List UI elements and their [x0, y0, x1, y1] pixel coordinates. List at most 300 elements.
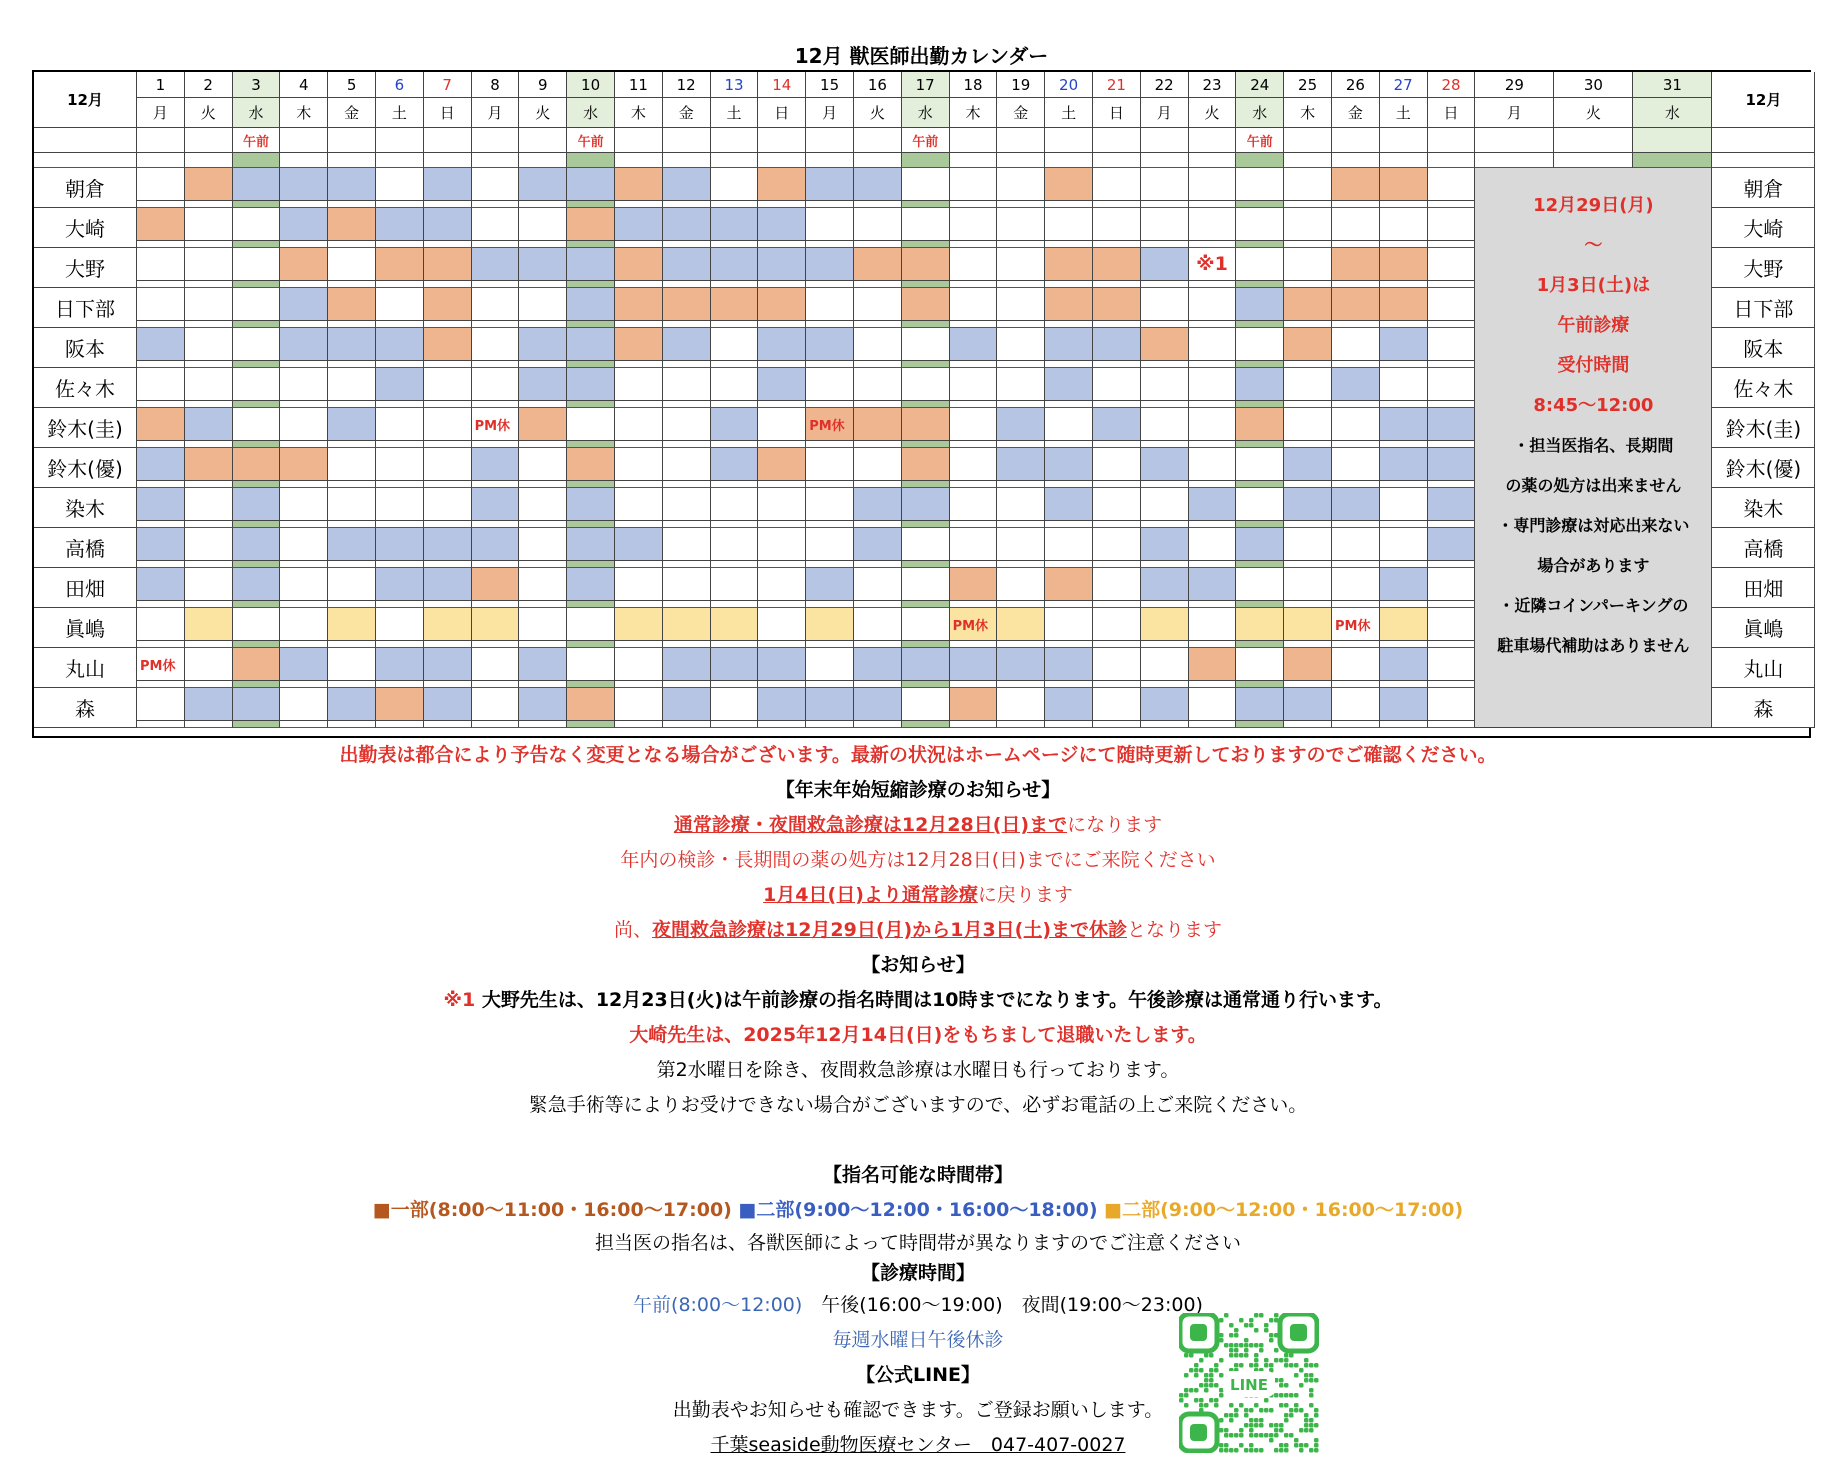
- shift-cell[interactable]: [1236, 248, 1284, 281]
- shift-cell[interactable]: [328, 688, 376, 721]
- shift-cell[interactable]: [1332, 648, 1380, 681]
- shift-cell[interactable]: [472, 448, 520, 481]
- shift-cell[interactable]: [1093, 648, 1141, 681]
- shift-cell[interactable]: [1236, 608, 1284, 641]
- shift-cell[interactable]: [1189, 488, 1237, 521]
- shift-cell[interactable]: [615, 568, 663, 601]
- shift-cell[interactable]: [233, 608, 281, 641]
- shift-cell[interactable]: [615, 248, 663, 281]
- shift-cell[interactable]: [472, 288, 520, 321]
- shift-cell[interactable]: [1236, 528, 1284, 561]
- shift-cell[interactable]: [519, 448, 567, 481]
- shift-cell[interactable]: [1380, 688, 1428, 721]
- shift-cell[interactable]: [1236, 288, 1284, 321]
- shift-cell[interactable]: [854, 648, 902, 681]
- shift-cell[interactable]: [758, 248, 806, 281]
- shift-cell[interactable]: [1189, 568, 1237, 601]
- shift-cell[interactable]: [1284, 328, 1332, 361]
- shift-cell[interactable]: [376, 168, 424, 201]
- shift-cell[interactable]: [376, 608, 424, 641]
- shift-cell[interactable]: [1189, 168, 1237, 201]
- shift-cell[interactable]: [1428, 488, 1476, 521]
- shift-cell[interactable]: [1332, 168, 1380, 201]
- shift-cell[interactable]: [950, 608, 998, 641]
- shift-cell[interactable]: [424, 208, 472, 241]
- shift-cell[interactable]: [758, 488, 806, 521]
- shift-cell[interactable]: [711, 408, 759, 441]
- shift-cell[interactable]: [950, 368, 998, 401]
- shift-cell[interactable]: [1332, 688, 1380, 721]
- shift-cell[interactable]: [1332, 368, 1380, 401]
- footer-contact[interactable]: 千葉seaside動物医療センター 047-407-0027: [710, 1434, 1126, 1456]
- shift-cell[interactable]: [711, 528, 759, 561]
- shift-cell[interactable]: [1045, 688, 1093, 721]
- shift-cell[interactable]: [615, 688, 663, 721]
- shift-cell[interactable]: [1141, 248, 1189, 281]
- shift-cell[interactable]: [1380, 368, 1428, 401]
- shift-cell[interactable]: [711, 248, 759, 281]
- shift-cell[interactable]: [567, 448, 615, 481]
- shift-cell[interactable]: [137, 688, 185, 721]
- shift-cell[interactable]: [280, 568, 328, 601]
- shift-cell[interactable]: [711, 368, 759, 401]
- shift-cell[interactable]: [950, 408, 998, 441]
- shift-cell[interactable]: [472, 528, 520, 561]
- shift-cell[interactable]: [1093, 688, 1141, 721]
- shift-cell[interactable]: [567, 528, 615, 561]
- shift-cell[interactable]: [1045, 368, 1093, 401]
- shift-cell[interactable]: [472, 608, 520, 641]
- shift-cell[interactable]: [137, 608, 185, 641]
- shift-cell[interactable]: [950, 528, 998, 561]
- shift-cell[interactable]: [1189, 208, 1237, 241]
- shift-cell[interactable]: [1428, 528, 1476, 561]
- shift-cell[interactable]: [1284, 608, 1332, 641]
- shift-cell[interactable]: [663, 248, 711, 281]
- shift-cell[interactable]: [1380, 608, 1428, 641]
- shift-cell[interactable]: [1141, 168, 1189, 201]
- shift-cell[interactable]: [185, 688, 233, 721]
- shift-cell[interactable]: [1189, 448, 1237, 481]
- shift-cell[interactable]: [233, 328, 281, 361]
- shift-cell[interactable]: [185, 248, 233, 281]
- shift-cell[interactable]: [1093, 368, 1141, 401]
- shift-cell[interactable]: [615, 208, 663, 241]
- shift-cell[interactable]: [902, 368, 950, 401]
- shift-cell[interactable]: [328, 168, 376, 201]
- shift-cell[interactable]: [137, 648, 185, 681]
- shift-cell[interactable]: [472, 568, 520, 601]
- shift-cell[interactable]: [1236, 688, 1284, 721]
- shift-cell[interactable]: [1045, 528, 1093, 561]
- shift-cell[interactable]: [1236, 488, 1284, 521]
- shift-cell[interactable]: [519, 368, 567, 401]
- shift-cell[interactable]: [1284, 368, 1332, 401]
- shift-cell[interactable]: [806, 328, 854, 361]
- shift-cell[interactable]: [567, 288, 615, 321]
- shift-cell[interactable]: [567, 248, 615, 281]
- shift-cell[interactable]: [854, 208, 902, 241]
- shift-cell[interactable]: [424, 408, 472, 441]
- shift-cell[interactable]: [185, 368, 233, 401]
- shift-cell[interactable]: [280, 408, 328, 441]
- shift-cell[interactable]: [997, 208, 1045, 241]
- shift-cell[interactable]: [424, 368, 472, 401]
- shift-cell[interactable]: [519, 528, 567, 561]
- shift-cell[interactable]: [902, 328, 950, 361]
- shift-cell[interactable]: [902, 448, 950, 481]
- shift-cell[interactable]: [806, 528, 854, 561]
- shift-cell[interactable]: [1236, 368, 1284, 401]
- shift-cell[interactable]: [472, 648, 520, 681]
- shift-cell[interactable]: [328, 328, 376, 361]
- shift-cell[interactable]: [376, 648, 424, 681]
- shift-cell[interactable]: [137, 248, 185, 281]
- shift-cell[interactable]: [663, 648, 711, 681]
- shift-cell[interactable]: [424, 448, 472, 481]
- shift-cell[interactable]: [854, 448, 902, 481]
- shift-cell[interactable]: [711, 288, 759, 321]
- shift-cell[interactable]: [519, 648, 567, 681]
- shift-cell[interactable]: [1380, 408, 1428, 441]
- shift-cell[interactable]: [567, 608, 615, 641]
- shift-cell[interactable]: [1189, 328, 1237, 361]
- shift-cell[interactable]: [854, 248, 902, 281]
- shift-cell[interactable]: [1141, 568, 1189, 601]
- shift-cell[interactable]: [328, 448, 376, 481]
- shift-cell[interactable]: [567, 648, 615, 681]
- shift-cell[interactable]: [280, 248, 328, 281]
- shift-cell[interactable]: [328, 288, 376, 321]
- shift-cell[interactable]: [1380, 248, 1428, 281]
- shift-cell[interactable]: [615, 408, 663, 441]
- shift-cell[interactable]: [758, 208, 806, 241]
- shift-cell[interactable]: [567, 168, 615, 201]
- shift-cell[interactable]: [902, 528, 950, 561]
- shift-cell[interactable]: [902, 208, 950, 241]
- shift-cell[interactable]: [472, 488, 520, 521]
- shift-cell[interactable]: [950, 328, 998, 361]
- shift-cell[interactable]: [950, 208, 998, 241]
- shift-cell[interactable]: [1093, 488, 1141, 521]
- shift-cell[interactable]: [663, 408, 711, 441]
- shift-cell[interactable]: [950, 568, 998, 601]
- shift-cell[interactable]: [376, 448, 424, 481]
- shift-cell[interactable]: [1332, 328, 1380, 361]
- shift-cell[interactable]: [854, 168, 902, 201]
- shift-cell[interactable]: [1284, 488, 1332, 521]
- shift-cell[interactable]: [280, 528, 328, 561]
- shift-cell[interactable]: [806, 168, 854, 201]
- shift-cell[interactable]: [1141, 448, 1189, 481]
- shift-cell[interactable]: [233, 528, 281, 561]
- shift-cell[interactable]: [424, 608, 472, 641]
- shift-cell[interactable]: [758, 648, 806, 681]
- shift-cell[interactable]: [1093, 248, 1141, 281]
- shift-cell[interactable]: [328, 248, 376, 281]
- shift-cell[interactable]: [472, 168, 520, 201]
- shift-cell[interactable]: [185, 648, 233, 681]
- shift-cell[interactable]: [663, 208, 711, 241]
- shift-cell[interactable]: [424, 688, 472, 721]
- shift-cell[interactable]: [472, 248, 520, 281]
- shift-cell[interactable]: [758, 408, 806, 441]
- shift-cell[interactable]: [1332, 408, 1380, 441]
- shift-cell[interactable]: [1428, 608, 1476, 641]
- shift-cell[interactable]: [280, 648, 328, 681]
- shift-cell[interactable]: [663, 368, 711, 401]
- shift-cell[interactable]: [1284, 568, 1332, 601]
- shift-cell[interactable]: [376, 288, 424, 321]
- shift-cell[interactable]: [1141, 208, 1189, 241]
- shift-cell[interactable]: [997, 488, 1045, 521]
- shift-cell[interactable]: [1045, 328, 1093, 361]
- shift-cell[interactable]: [997, 328, 1045, 361]
- shift-cell[interactable]: [567, 488, 615, 521]
- shift-cell[interactable]: [615, 328, 663, 361]
- shift-cell[interactable]: [1093, 408, 1141, 441]
- shift-cell[interactable]: [1428, 688, 1476, 721]
- shift-cell[interactable]: [376, 408, 424, 441]
- shift-cell[interactable]: [758, 288, 806, 321]
- shift-cell[interactable]: [1141, 648, 1189, 681]
- shift-cell[interactable]: [663, 288, 711, 321]
- shift-cell[interactable]: [854, 528, 902, 561]
- shift-cell[interactable]: [806, 208, 854, 241]
- shift-cell[interactable]: [997, 648, 1045, 681]
- shift-cell[interactable]: [519, 208, 567, 241]
- shift-cell[interactable]: [1284, 648, 1332, 681]
- shift-cell[interactable]: [567, 208, 615, 241]
- shift-cell[interactable]: [854, 368, 902, 401]
- shift-cell[interactable]: [1236, 168, 1284, 201]
- shift-cell[interactable]: [519, 408, 567, 441]
- shift-cell[interactable]: [233, 408, 281, 441]
- shift-cell[interactable]: [1380, 528, 1428, 561]
- shift-cell[interactable]: [233, 208, 281, 241]
- shift-cell[interactable]: [1332, 488, 1380, 521]
- shift-cell[interactable]: [902, 168, 950, 201]
- shift-cell[interactable]: [1093, 168, 1141, 201]
- shift-cell[interactable]: [663, 568, 711, 601]
- shift-cell[interactable]: [950, 688, 998, 721]
- shift-cell[interactable]: [185, 568, 233, 601]
- shift-cell[interactable]: [615, 168, 663, 201]
- shift-cell[interactable]: [567, 688, 615, 721]
- shift-cell[interactable]: [1380, 328, 1428, 361]
- shift-cell[interactable]: [1093, 448, 1141, 481]
- shift-cell[interactable]: [1428, 208, 1476, 241]
- shift-cell[interactable]: [567, 368, 615, 401]
- shift-cell[interactable]: [137, 488, 185, 521]
- shift-cell[interactable]: [1380, 448, 1428, 481]
- shift-cell[interactable]: [663, 488, 711, 521]
- shift-cell[interactable]: [424, 288, 472, 321]
- shift-cell[interactable]: [1380, 288, 1428, 321]
- shift-cell[interactable]: [663, 608, 711, 641]
- shift-cell[interactable]: [1284, 408, 1332, 441]
- shift-cell[interactable]: [1045, 608, 1093, 641]
- shift-cell[interactable]: [185, 408, 233, 441]
- shift-cell[interactable]: [997, 608, 1045, 641]
- shift-cell[interactable]: [328, 648, 376, 681]
- shift-cell[interactable]: [711, 488, 759, 521]
- shift-cell[interactable]: [280, 448, 328, 481]
- shift-cell[interactable]: [806, 688, 854, 721]
- shift-cell[interactable]: [1141, 608, 1189, 641]
- shift-cell[interactable]: [376, 328, 424, 361]
- shift-cell[interactable]: [950, 488, 998, 521]
- shift-cell[interactable]: [663, 688, 711, 721]
- shift-cell[interactable]: [1189, 248, 1237, 281]
- shift-cell[interactable]: [1093, 208, 1141, 241]
- shift-cell[interactable]: [1332, 448, 1380, 481]
- shift-cell[interactable]: [472, 368, 520, 401]
- shift-cell[interactable]: [1045, 288, 1093, 321]
- shift-cell[interactable]: [663, 448, 711, 481]
- shift-cell[interactable]: [1428, 568, 1476, 601]
- shift-cell[interactable]: [519, 248, 567, 281]
- shift-cell[interactable]: [185, 488, 233, 521]
- shift-cell[interactable]: [519, 168, 567, 201]
- shift-cell[interactable]: [1236, 648, 1284, 681]
- shift-cell[interactable]: [185, 208, 233, 241]
- shift-cell[interactable]: [137, 368, 185, 401]
- shift-cell[interactable]: [233, 488, 281, 521]
- shift-cell[interactable]: [1141, 688, 1189, 721]
- shift-cell[interactable]: [950, 168, 998, 201]
- shift-cell[interactable]: [185, 448, 233, 481]
- shift-cell[interactable]: [1428, 408, 1476, 441]
- shift-cell[interactable]: [997, 568, 1045, 601]
- shift-cell[interactable]: [758, 568, 806, 601]
- shift-cell[interactable]: [615, 648, 663, 681]
- shift-cell[interactable]: [1236, 408, 1284, 441]
- shift-cell[interactable]: [233, 368, 281, 401]
- shift-cell[interactable]: [758, 528, 806, 561]
- shift-cell[interactable]: [328, 528, 376, 561]
- line-qr-code[interactable]: [1179, 1313, 1319, 1453]
- shift-cell[interactable]: [902, 568, 950, 601]
- shift-cell[interactable]: [1045, 648, 1093, 681]
- shift-cell[interactable]: [711, 168, 759, 201]
- shift-cell[interactable]: [519, 288, 567, 321]
- shift-cell[interactable]: [663, 528, 711, 561]
- shift-cell[interactable]: [328, 368, 376, 401]
- shift-cell[interactable]: [472, 688, 520, 721]
- shift-cell[interactable]: [376, 688, 424, 721]
- shift-cell[interactable]: [233, 248, 281, 281]
- shift-cell[interactable]: [137, 408, 185, 441]
- shift-cell[interactable]: [185, 328, 233, 361]
- shift-cell[interactable]: [997, 368, 1045, 401]
- shift-cell[interactable]: [328, 608, 376, 641]
- shift-cell[interactable]: [997, 288, 1045, 321]
- shift-cell[interactable]: [806, 648, 854, 681]
- shift-cell[interactable]: [185, 288, 233, 321]
- shift-cell[interactable]: [902, 408, 950, 441]
- shift-cell[interactable]: [615, 448, 663, 481]
- shift-cell[interactable]: [1189, 608, 1237, 641]
- shift-cell[interactable]: [1189, 368, 1237, 401]
- shift-cell[interactable]: [806, 608, 854, 641]
- shift-cell[interactable]: [1093, 528, 1141, 561]
- shift-cell[interactable]: [711, 608, 759, 641]
- shift-cell[interactable]: [233, 448, 281, 481]
- shift-cell[interactable]: [376, 368, 424, 401]
- shift-cell[interactable]: [1284, 288, 1332, 321]
- shift-cell[interactable]: [472, 408, 520, 441]
- shift-cell[interactable]: [902, 248, 950, 281]
- shift-cell[interactable]: [711, 648, 759, 681]
- shift-cell[interactable]: [806, 448, 854, 481]
- shift-cell[interactable]: [280, 328, 328, 361]
- shift-cell[interactable]: [472, 328, 520, 361]
- shift-cell[interactable]: [1284, 208, 1332, 241]
- shift-cell[interactable]: [806, 368, 854, 401]
- shift-cell[interactable]: [376, 568, 424, 601]
- shift-cell[interactable]: [280, 608, 328, 641]
- shift-cell[interactable]: [519, 488, 567, 521]
- shift-cell[interactable]: [1380, 568, 1428, 601]
- shift-cell[interactable]: [1189, 408, 1237, 441]
- shift-cell[interactable]: [854, 488, 902, 521]
- shift-cell[interactable]: [854, 408, 902, 441]
- shift-cell[interactable]: [854, 288, 902, 321]
- shift-cell[interactable]: [185, 528, 233, 561]
- shift-cell[interactable]: [424, 568, 472, 601]
- shift-cell[interactable]: [1284, 528, 1332, 561]
- shift-cell[interactable]: [233, 288, 281, 321]
- shift-cell[interactable]: [854, 568, 902, 601]
- shift-cell[interactable]: [185, 608, 233, 641]
- shift-cell[interactable]: [280, 208, 328, 241]
- shift-cell[interactable]: [854, 608, 902, 641]
- shift-cell[interactable]: [519, 688, 567, 721]
- shift-cell[interactable]: [137, 168, 185, 201]
- shift-cell[interactable]: [1380, 648, 1428, 681]
- shift-cell[interactable]: [1189, 528, 1237, 561]
- shift-cell[interactable]: [711, 688, 759, 721]
- shift-cell[interactable]: [1332, 288, 1380, 321]
- shift-cell[interactable]: [424, 528, 472, 561]
- shift-cell[interactable]: [1236, 568, 1284, 601]
- shift-cell[interactable]: [758, 328, 806, 361]
- shift-cell[interactable]: [137, 328, 185, 361]
- shift-cell[interactable]: [1284, 248, 1332, 281]
- shift-cell[interactable]: [1045, 568, 1093, 601]
- shift-cell[interactable]: [1332, 528, 1380, 561]
- shift-cell[interactable]: [806, 408, 854, 441]
- shift-cell[interactable]: [376, 528, 424, 561]
- shift-cell[interactable]: [1093, 568, 1141, 601]
- shift-cell[interactable]: [1428, 288, 1476, 321]
- shift-cell[interactable]: [1045, 488, 1093, 521]
- shift-cell[interactable]: [902, 648, 950, 681]
- shift-cell[interactable]: [1141, 328, 1189, 361]
- shift-cell[interactable]: [902, 608, 950, 641]
- shift-cell[interactable]: [1428, 368, 1476, 401]
- shift-cell[interactable]: [280, 488, 328, 521]
- shift-cell[interactable]: [997, 408, 1045, 441]
- shift-cell[interactable]: [758, 448, 806, 481]
- shift-cell[interactable]: [1284, 448, 1332, 481]
- shift-cell[interactable]: [233, 648, 281, 681]
- shift-cell[interactable]: [1045, 168, 1093, 201]
- shift-cell[interactable]: [711, 328, 759, 361]
- shift-cell[interactable]: [233, 168, 281, 201]
- shift-cell[interactable]: [1236, 448, 1284, 481]
